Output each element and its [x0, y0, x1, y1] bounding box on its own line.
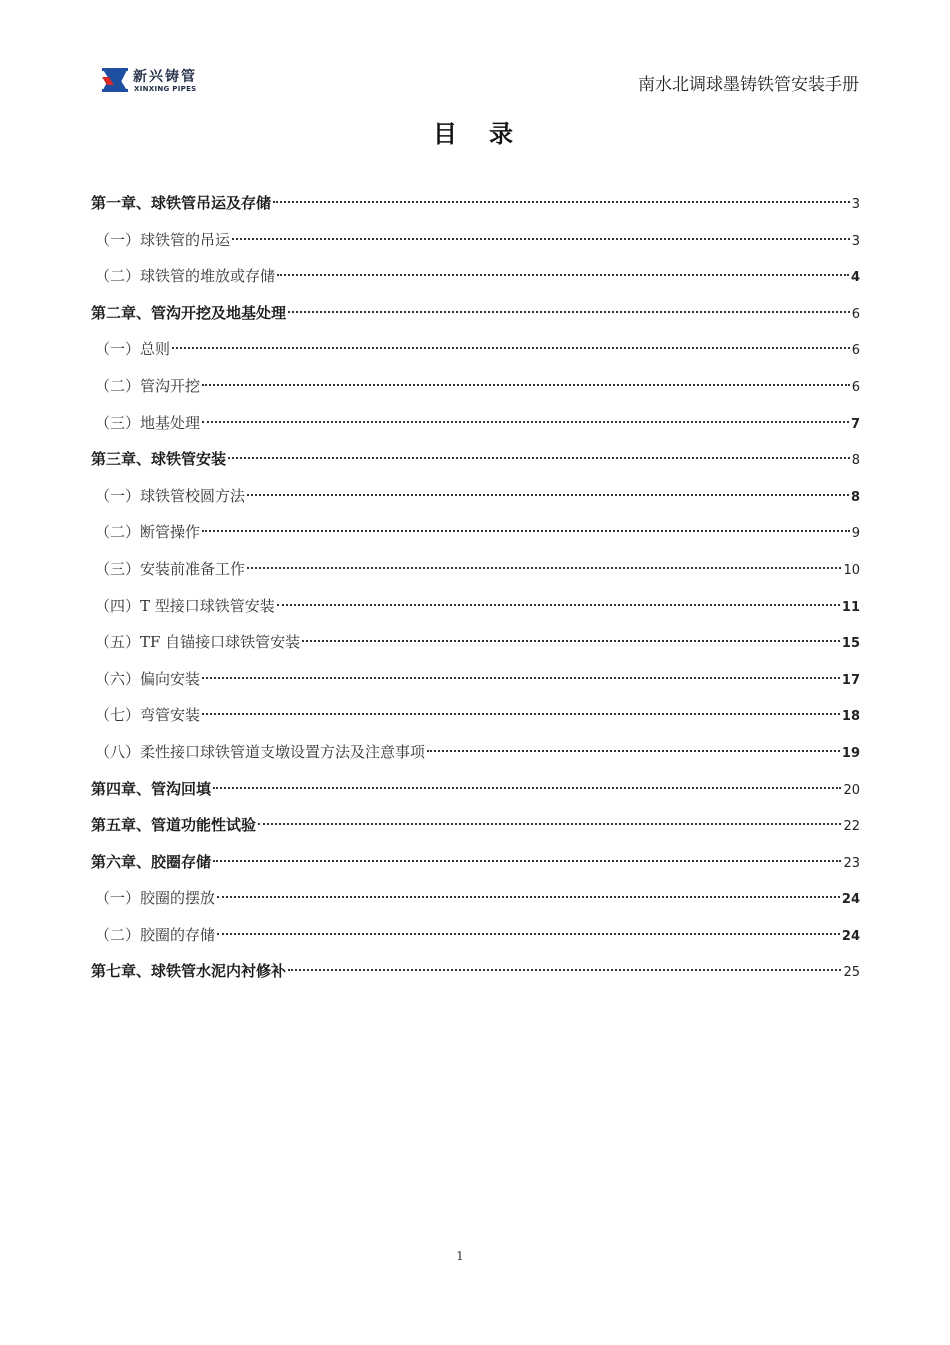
document-title: 南水北调球墨铸铁管安装手册 — [638, 75, 859, 95]
toc-entry-page: 3 — [851, 233, 860, 249]
toc-entry-label: 第一章、球铁管吊运及存储 — [91, 194, 272, 212]
toc-entry-page: 18 — [841, 709, 860, 725]
toc-entry-label: 第四章、管沟回填 — [91, 779, 212, 798]
toc-entry-label: （二）胶圈的存储 — [95, 925, 216, 944]
toc-entry-page: 6 — [851, 379, 860, 395]
table-of-contents — [91, 185, 860, 990]
toc-chapter-entry[interactable] — [91, 295, 860, 332]
toc-dot-leader — [213, 787, 841, 789]
toc-chapter-entry[interactable] — [91, 771, 860, 808]
toc-dot-leader — [273, 201, 850, 203]
toc-dot-leader — [277, 604, 840, 606]
toc-dot-leader — [247, 567, 841, 569]
company-logo — [100, 66, 210, 96]
toc-entry-label: （七）弯管安装 — [95, 706, 201, 725]
toc-entry-label: （五）TF 自锚接口球铁管安装 — [95, 633, 301, 652]
toc-dot-leader — [213, 860, 841, 862]
toc-entry-page: 24 — [841, 928, 860, 944]
toc-chapter-entry[interactable] — [91, 953, 860, 990]
toc-dot-leader — [202, 421, 849, 423]
toc-entry-page: 25 — [843, 965, 860, 981]
toc-section-entry[interactable] — [91, 734, 860, 771]
toc-section-entry[interactable] — [91, 478, 860, 515]
page-header — [0, 0, 950, 110]
toc-section-entry[interactable] — [91, 514, 860, 551]
toc-dot-leader — [202, 677, 840, 679]
toc-entry-label: （一）胶圈的摆放 — [95, 889, 216, 908]
toc-section-entry[interactable] — [91, 331, 860, 368]
toc-entry-page: 10 — [843, 562, 860, 578]
toc-section-entry[interactable] — [91, 917, 860, 954]
toc-entry-label: 第五章、管道功能性试验 — [91, 816, 257, 835]
toc-entry-label: （四）T 型接口球铁管安装 — [95, 596, 275, 615]
toc-entry-label: （二）球铁管的堆放或存储 — [95, 267, 276, 286]
toc-entry-label: （二）断管操作 — [95, 523, 201, 542]
toc-section-entry[interactable] — [91, 258, 860, 295]
toc-entry-page: 17 — [841, 672, 860, 688]
toc-section-entry[interactable] — [91, 405, 860, 442]
toc-entry-page: 6 — [851, 343, 860, 359]
page-number: 1 — [456, 1249, 464, 1263]
logo-chinese-text: 新兴铸管 — [133, 69, 197, 85]
toc-section-entry[interactable] — [91, 368, 860, 405]
toc-entry-page: 24 — [841, 892, 860, 908]
toc-entry-page: 6 — [851, 306, 860, 322]
toc-entry-page: 11 — [841, 599, 860, 615]
logo-english-text: XINXING PIPES — [134, 85, 197, 93]
toc-section-entry[interactable] — [91, 661, 860, 698]
toc-section-entry[interactable] — [91, 222, 860, 259]
toc-section-entry[interactable] — [91, 551, 860, 588]
toc-entry-page: 7 — [850, 416, 860, 432]
toc-entry-label: （一）球铁管校圆方法 — [95, 486, 246, 505]
toc-entry-label: 第二章、管沟开挖及地基处理 — [91, 303, 287, 322]
toc-entry-page: 22 — [843, 819, 860, 835]
toc-chapter-entry[interactable] — [91, 441, 860, 478]
toc-dot-leader — [172, 347, 850, 349]
toc-dot-leader — [427, 750, 840, 752]
toc-entry-page: 4 — [850, 270, 860, 286]
toc-dot-leader — [217, 896, 840, 898]
toc-entry-page: 8 — [851, 453, 860, 469]
toc-entry-page: 23 — [843, 855, 860, 871]
toc-entry-page: 20 — [843, 782, 860, 798]
toc-dot-leader — [228, 457, 850, 459]
toc-chapter-entry[interactable] — [91, 807, 860, 844]
toc-entry-label: （三）地基处理 — [95, 413, 201, 432]
toc-entry-label: 第六章、胶圈存储 — [91, 852, 212, 871]
toc-entry-label: （八）柔性接口球铁管道支墩设置方法及注意事项 — [95, 742, 426, 761]
toc-entry-label: （三）安装前准备工作 — [95, 559, 246, 578]
toc-entry-page: 15 — [841, 636, 860, 652]
toc-entry-label: （二）管沟开挖 — [95, 376, 201, 395]
toc-entry-label: （一）总则 — [95, 340, 171, 359]
toc-section-entry[interactable] — [91, 624, 860, 661]
toc-dot-leader — [277, 274, 849, 276]
toc-entry-label: （一）球铁管的吊运 — [95, 230, 231, 249]
toc-dot-leader — [288, 969, 841, 971]
toc-entry-page: 3 — [851, 197, 860, 212]
toc-entry-label: 第三章、球铁管安装 — [91, 450, 227, 469]
toc-entry-label: 第七章、球铁管水泥内衬修补 — [91, 962, 287, 981]
toc-dot-leader — [217, 933, 840, 935]
toc-section-entry[interactable] — [91, 697, 860, 734]
toc-dot-leader — [288, 311, 850, 313]
toc-section-entry[interactable] — [91, 588, 860, 625]
toc-dot-leader — [202, 530, 850, 532]
toc-entry-page: 8 — [850, 489, 860, 505]
toc-dot-leader — [232, 238, 850, 240]
toc-chapter-entry[interactable] — [91, 844, 860, 881]
toc-dot-leader — [247, 494, 849, 496]
toc-heading: 目 录 — [433, 120, 517, 148]
toc-entry-page: 9 — [851, 526, 860, 542]
toc-chapter-entry[interactable] — [91, 185, 860, 222]
toc-dot-leader — [258, 823, 841, 825]
toc-dot-leader — [202, 384, 850, 386]
toc-entry-page: 19 — [841, 745, 860, 761]
toc-section-entry[interactable] — [91, 880, 860, 917]
toc-dot-leader — [302, 640, 840, 642]
toc-entry-label: （六）偏向安装 — [95, 669, 201, 688]
toc-dot-leader — [202, 713, 840, 715]
logo-mark-icon — [100, 66, 130, 94]
